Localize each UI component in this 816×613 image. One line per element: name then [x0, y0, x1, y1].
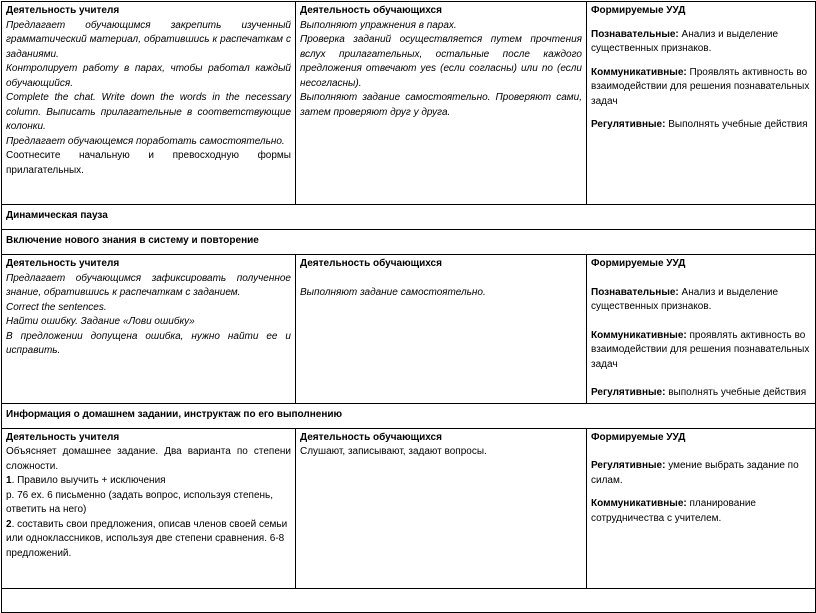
uud-header: Формируемые УУД	[591, 431, 686, 443]
section-row-homework	[2, 403, 816, 428]
homework-option-number: 2	[6, 518, 12, 530]
teacher-activity-header: Деятельность учителя	[6, 5, 120, 16]
homework-option-text: . Правило выучить + исключения	[11, 475, 166, 486]
section-row-new-knowledge	[2, 230, 816, 255]
homework-option-1	[6, 474, 291, 489]
section-row-pause	[2, 205, 816, 230]
teacher-text: Предлагает обучающимся зафиксировать полученное знание, обратившись к распечаткам с заданием.	[6, 272, 291, 298]
teacher-text: Объясняет домашнее задание. Два варианта по степени сложности.	[6, 446, 291, 472]
uud-regulative-label: Регулятивные:	[591, 119, 666, 130]
uud-header: Формируемые УУД	[591, 5, 686, 16]
uud-cognitive-text: Анализ и выделение существенных признаков.	[591, 28, 779, 54]
homework-option-number: 1	[6, 475, 12, 486]
uud-regulative-text: выполнять учебные действия	[665, 387, 807, 398]
empty-row	[2, 588, 816, 612]
teacher-text: р. 76 ex. 6 письменно (задать вопрос, используя степень, ответить на него)	[6, 489, 274, 515]
teacher-text: Найти ошибку. Задание «Лови ошибку»	[6, 316, 195, 327]
teacher-activity-header: Деятельность учителя	[6, 431, 120, 443]
stage-row-3	[2, 428, 816, 588]
uud-cognitive-text: Анализ и выделение существенных признаков.	[591, 286, 779, 312]
uud-regulative-label: Регулятивные:	[591, 460, 666, 471]
lesson-plan-table	[1, 1, 816, 613]
uud-regulative-text: Выполнять учебные действия	[665, 119, 808, 130]
teacher-activity-cell	[2, 255, 296, 404]
uud-communicative	[591, 329, 811, 373]
teacher-text: Correct the sentences.	[6, 301, 107, 313]
uud-cell	[587, 255, 816, 404]
section-title: Включение нового знания в систему и повторение	[2, 230, 816, 255]
uud-communicative-label: Коммуникативные:	[591, 498, 687, 509]
section-title: Информация о домашнем задании, инструктаж по его выполнению	[2, 403, 816, 428]
section-title: Динамическая пауза	[2, 205, 816, 230]
uud-regulative-text: умение выбрать задание по силам.	[591, 460, 799, 486]
uud-cognitive	[591, 286, 811, 315]
homework-option-text: . составить свои предложения, описав членов своей семьи или одноклассников, используя две степени сравнения. 6-8 предложений.	[6, 518, 288, 559]
students-text: Выполняют задание самостоятельно. Проверяют сами, затем проверяют друг у друга.	[300, 92, 582, 118]
teacher-activity-cell	[2, 428, 296, 588]
stage-row-1	[2, 2, 816, 205]
teacher-text: Предлагает обучающемся поработать самостоятельно.	[6, 135, 285, 147]
teacher-text: Complete the chat. Write down the words in the necessary column. Выписать прилагательные в соответствующие колонки.	[6, 92, 291, 132]
uud-cell	[587, 2, 816, 205]
empty-cell	[2, 588, 816, 612]
uud-cell	[587, 428, 816, 588]
uud-communicative-text: Проявлять активность во взаимодействии для решения познавательных задач	[591, 66, 810, 107]
uud-regulative	[591, 386, 811, 401]
students-activity-header: Деятельность обучающихся	[300, 5, 442, 16]
teacher-activity-header: Деятельность учителя	[6, 258, 120, 269]
students-text: Слушают, записывают, задают вопросы.	[300, 446, 487, 457]
uud-communicative	[591, 497, 811, 526]
students-activity-cell	[296, 428, 587, 588]
uud-header: Формируемые УУД	[591, 258, 686, 269]
teacher-activity-cell	[2, 2, 296, 205]
students-activity-header: Деятельность обучающихся	[300, 258, 442, 269]
students-activity-cell	[296, 255, 587, 404]
uud-cognitive-label: Познавательные:	[591, 28, 679, 40]
uud-regulative	[591, 118, 811, 133]
uud-regulative	[591, 459, 811, 488]
uud-regulative-label: Регулятивные:	[591, 387, 666, 398]
students-activity-cell	[296, 2, 587, 205]
uud-cognitive	[591, 28, 811, 57]
teacher-text: Предлагает обучающимся закрепить изученный грамматический материал, обратившись к распечаткам с заданиями.	[6, 19, 291, 60]
homework-option-2	[6, 518, 291, 562]
uud-communicative-label: Коммуникативные:	[591, 329, 687, 341]
uud-cognitive-label: Познавательные:	[591, 286, 679, 298]
uud-communicative	[591, 66, 811, 110]
teacher-text: Контролирует работу в парах, чтобы работал каждый обучающийся.	[6, 63, 291, 89]
uud-communicative-label: Коммуникативные:	[591, 66, 687, 78]
stage-row-2	[2, 255, 816, 404]
students-text: Проверка заданий осуществляется путем прочтения вслух прилагательных, остальные после каждого предложения отвечают yes (если согласны) или no (если несогласны).	[300, 34, 582, 89]
students-activity-header: Деятельность обучающихся	[300, 431, 442, 443]
teacher-text: Соотнесите начальную и превосходную формы прилагательных.	[6, 150, 291, 176]
students-text: Выполняют упражнения в парах.	[300, 19, 457, 31]
teacher-text: В предложении допущена ошибка, нужно найти ее и исправить.	[6, 330, 291, 356]
uud-communicative-text: проявлять активность во взаимодействии для решения познавательных задач	[591, 329, 810, 370]
uud-communicative-text: планирование сотрудничества с учителем.	[591, 498, 756, 524]
students-text: Выполняют задание самостоятельно.	[300, 286, 486, 298]
